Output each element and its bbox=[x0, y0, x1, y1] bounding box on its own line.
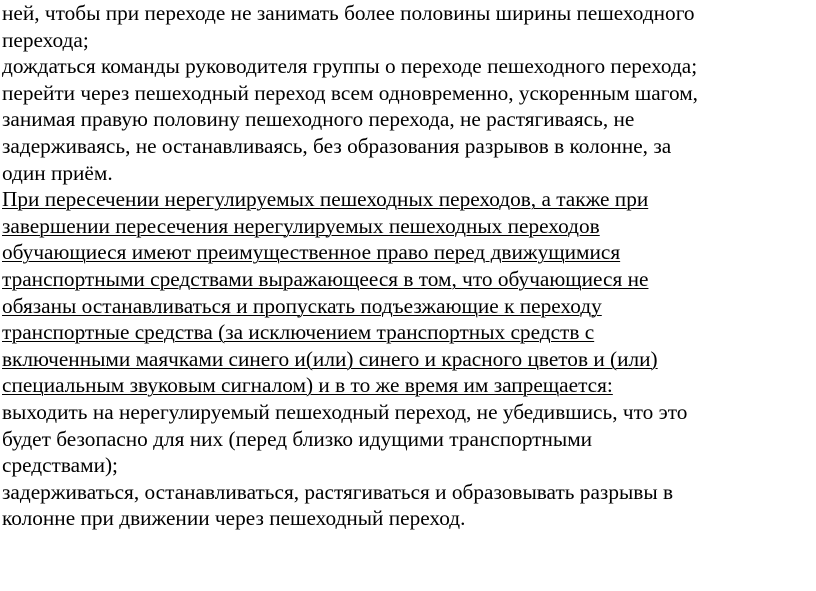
text-line: дождаться команды руководителя группы о переходе пешеходного перехода; bbox=[2, 54, 698, 79]
underlined-text-line: обучающиеся имеют преимущественное право перед движущимися bbox=[2, 240, 621, 265]
text-line: перейти через пешеходный переход всем одновременно, ускоренным шагом, bbox=[2, 80, 699, 105]
text-line: ней, чтобы при переходе не занимать более половины ширины пешеходного bbox=[2, 1, 695, 25]
text-line: один приём. bbox=[2, 160, 113, 185]
text-line: колонне при движении через пешеходный переход. bbox=[2, 506, 466, 531]
text-line: задерживаясь, не останавливаясь, без образования разрывов в колонне, за bbox=[2, 133, 672, 158]
text-line: занимая правую половину пешеходного перехода, не растягиваясь, не bbox=[2, 107, 635, 132]
underlined-text-line: транспортные средства (за исключением транспортных средств с bbox=[2, 320, 595, 345]
underlined-text-line: обязаны останавливаться и пропускать подъезжающие к переходу bbox=[2, 293, 602, 318]
text-line: выходить на нерегулируемый пешеходный переход, не убедившись, что это bbox=[2, 399, 688, 424]
document-page bbox=[2, 0, 814, 532]
underlined-text-line: транспортными средствами выражающееся в том, что обучающиеся не bbox=[2, 266, 649, 291]
underlined-text-line: При пересечении нерегулируемых пешеходных переходов, а также при bbox=[2, 187, 649, 212]
underlined-text-line: включенными маячками синего и(или) синего и красного цветов и (или) bbox=[2, 346, 658, 371]
text-line: задерживаться, останавливаться, растягиваться и образовывать разрывы в bbox=[2, 479, 674, 504]
text-line: будет безопасно для них (перед близко идущими транспортными bbox=[2, 426, 593, 451]
underlined-text-line: специальным звуковым сигналом) и в то же время им запрещается: bbox=[2, 373, 613, 398]
text-line: перехода; bbox=[2, 27, 89, 52]
text-line: средствами); bbox=[2, 453, 118, 478]
underlined-text-line: завершении пересечения нерегулируемых пешеходных переходов bbox=[2, 213, 600, 238]
